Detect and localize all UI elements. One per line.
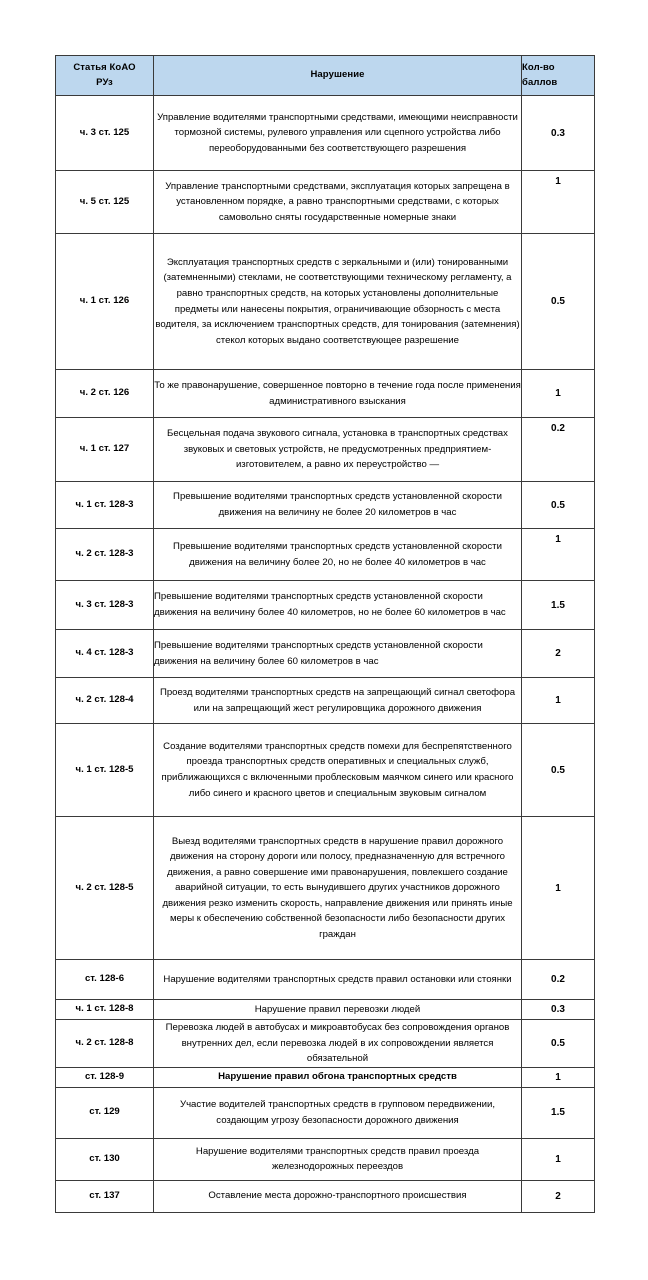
table-row — [56, 482, 595, 529]
violation-text: Управление водителями транспортными средствами, имеющими неисправности тормозной системы, рулевого управления или сцепного устройства либо переоборудованными без соответствующего разрешения — [157, 111, 518, 154]
cell-violation — [154, 1020, 522, 1068]
cell-violation — [154, 171, 522, 234]
table-row — [56, 234, 595, 370]
cell-points: 2 — [522, 630, 595, 678]
cell-points: 2 — [522, 1180, 595, 1212]
cell-article: ч. 2 ст. 128-8 — [56, 1020, 154, 1068]
cell-violation — [154, 482, 522, 529]
header-row — [56, 56, 595, 96]
table-row — [56, 1000, 595, 1020]
cell-violation — [154, 960, 522, 1000]
cell-article: ст. 128-6 — [56, 960, 154, 1000]
cell-violation — [154, 678, 522, 724]
header-points-line2: баллов — [522, 76, 558, 88]
cell-article: ч. 1 ст. 126 — [56, 234, 154, 370]
violation-text: Нарушение водителями транспортных средств правил остановки или стоянки — [163, 973, 512, 985]
cell-points: 1 — [522, 370, 595, 418]
violation-text: Эксплуатация транспортных средств с зеркальными и (или) тонированными (затемненными) стеклами, не соответствующими техническому регламенту, а равно транспортных средств, на которых установлены дополнительные предметы или нанесены покрытия, ограничивающие обзорность с места водителя, за исключением транспортных средств, для тонирования (затемнения) стекол которых выдано соответствующее разрешение — [155, 256, 520, 346]
cell-violation — [154, 234, 522, 370]
violation-text: Перевозка людей в автобусах и микроавтобусах без сопровождения органов внутренних дел, если перевозка людей в их сопровождении является обязательной — [165, 1022, 510, 1065]
cell-points: 1 — [522, 1067, 595, 1087]
violations-table-container — [55, 55, 594, 1213]
violation-text: Создание водителями транспортных средств помехи для беспрепятственного проезда транспортных средств оперативных и специальных служб, приближающихся с включенными проблесковым маячком синего или красного либо синего и красного цветов и специальным звуковым сигналом — [161, 740, 514, 799]
cell-points: 0.5 — [522, 482, 595, 529]
table-row — [56, 529, 595, 581]
table-row — [56, 1087, 595, 1138]
cell-violation — [154, 529, 522, 581]
violation-text: Нарушение правил обгона транспортных средств — [218, 1071, 457, 1083]
violation-text: Участие водителей транспортных средств в групповом передвижении, создающим угрозу безопасности дорожного движения — [179, 1099, 496, 1126]
cell-points: 0.2 — [522, 960, 595, 1000]
cell-violation — [154, 1067, 522, 1087]
cell-article: ч. 4 ст. 128-3 — [56, 630, 154, 678]
table-row — [56, 960, 595, 1000]
cell-article: ч. 2 ст. 128-5 — [56, 817, 154, 960]
cell-points: 1 — [522, 1138, 595, 1180]
cell-article: ст. 128-9 — [56, 1067, 154, 1087]
table-row — [56, 817, 595, 960]
cell-article: ч. 1 ст. 128-5 — [56, 724, 154, 817]
cell-points: 0.3 — [522, 96, 595, 171]
violation-text: Нарушение правил перевозки людей — [254, 1003, 421, 1015]
violation-text: То же правонарушение, совершенное повторно в течение года после применения административного взыскания — [154, 379, 521, 407]
cell-violation — [154, 96, 522, 171]
violations-table — [55, 55, 595, 1213]
cell-points: 1 — [522, 817, 595, 960]
cell-article: ч. 5 ст. 125 — [56, 171, 154, 234]
table-row — [56, 1138, 595, 1180]
cell-article: ч. 3 ст. 125 — [56, 96, 154, 171]
cell-violation — [154, 1087, 522, 1138]
violation-text: Превышение водителями транспортных средств установленной скорости движения на величину более 20, но не более 40 километров в час — [173, 540, 502, 568]
cell-points: 1.5 — [522, 581, 595, 630]
table-row — [56, 1020, 595, 1068]
cell-violation — [154, 630, 522, 678]
cell-article: ч. 2 ст. 128-4 — [56, 678, 154, 724]
cell-violation — [154, 418, 522, 482]
cell-article: ст. 129 — [56, 1087, 154, 1138]
header-cell-points — [522, 56, 595, 96]
header-article-line1: Статья КоАО — [73, 61, 136, 73]
cell-points: 1 — [522, 171, 595, 234]
header-article-line2: РУз — [96, 76, 113, 88]
cell-article: ч. 2 ст. 128-3 — [56, 529, 154, 581]
cell-violation — [154, 1138, 522, 1180]
cell-violation — [154, 1180, 522, 1212]
cell-article: ст. 137 — [56, 1180, 154, 1212]
cell-violation — [154, 724, 522, 817]
violation-text: Превышение водителями транспортных средств установленной скорости движения на величину не более 20 километров в час — [173, 491, 502, 518]
violation-text: Выезд водителями транспортных средств в нарушение правил дорожного движения на сторону дороги или полосу, предназначенную для встречного движения, а равно совершение ими правонарушения, повлекшего создание аварийной ситуации, то есть вынудившего других участников дорожного движения резко изменить скорость, направление движения или принять иные меры к обеспечению собственной безопасности либо безопасности других граждан — [162, 835, 513, 940]
table-row — [56, 724, 595, 817]
violation-text: Превышение водителями транспортных средств установленной скорости движения на величину более 60 километров в час — [154, 639, 483, 667]
table-row — [56, 418, 595, 482]
cell-points: 1 — [522, 678, 595, 724]
cell-violation — [154, 370, 522, 418]
cell-points: 0.3 — [522, 1000, 595, 1020]
table-row — [56, 630, 595, 678]
cell-article: ч. 1 ст. 127 — [56, 418, 154, 482]
cell-points: 1 — [522, 529, 595, 581]
violation-text: Проезд водителями транспортных средств на запрещающий сигнал светофора или на запрещающий жест регулировщика дорожного движения — [159, 686, 516, 714]
cell-article: ч. 3 ст. 128-3 — [56, 581, 154, 630]
cell-violation — [154, 817, 522, 960]
violation-text: Превышение водителями транспортных средств установленной скорости движения на величину более 40 километров, но не более 60 километров в час — [154, 591, 506, 618]
violation-text: Нарушение водителями транспортных средств правил проезда железнодорожных переездов — [195, 1145, 480, 1173]
cell-violation — [154, 1000, 522, 1020]
table-body — [56, 96, 595, 1213]
table-row — [56, 1067, 595, 1087]
table-row — [56, 678, 595, 724]
table-row — [56, 581, 595, 630]
cell-points: 0.5 — [522, 1020, 595, 1068]
cell-article: ч. 1 ст. 128-3 — [56, 482, 154, 529]
violation-text: Бесцельная подача звукового сигнала, установка в транспортных средствах звуковых и световых устройств, не предусмотренных предприятием-изготовителем, а равно их переустройство — — [167, 428, 508, 471]
cell-article: ч. 1 ст. 128-8 — [56, 1000, 154, 1020]
violation-text: Оставление места дорожно-транспортного происшествия — [208, 1190, 467, 1202]
header-cell-article — [56, 56, 154, 96]
violation-text: Управление транспортными средствами, эксплуатация которых запрещена в установленном порядке, а равно транспортными средствами, с которых самовольно сняты государственные номерные знаки — [165, 180, 510, 223]
cell-points: 0.5 — [522, 724, 595, 817]
cell-points: 0.2 — [522, 418, 595, 482]
table-row — [56, 171, 595, 234]
table-header — [56, 56, 595, 96]
header-cell-violation: Нарушение — [154, 56, 522, 96]
cell-violation — [154, 581, 522, 630]
cell-points: 1.5 — [522, 1087, 595, 1138]
cell-article: ст. 130 — [56, 1138, 154, 1180]
table-row — [56, 96, 595, 171]
cell-article: ч. 2 ст. 126 — [56, 370, 154, 418]
cell-points: 0.5 — [522, 234, 595, 370]
table-row — [56, 1180, 595, 1212]
header-points-line1: Кол-во — [522, 61, 555, 73]
table-row — [56, 370, 595, 418]
